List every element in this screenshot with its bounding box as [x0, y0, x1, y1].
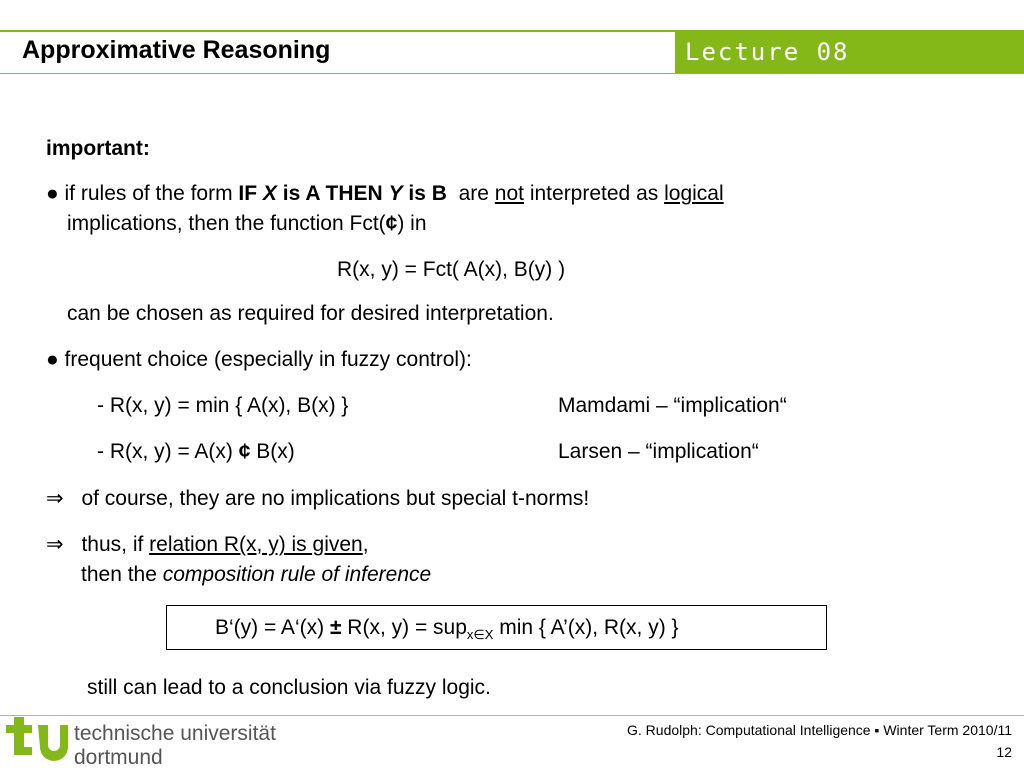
- page-number: 12: [996, 744, 1012, 760]
- implies-arrow-icon: ⇒: [46, 487, 64, 510]
- chosen-text: can be chosen as required for desired interpretation.: [67, 302, 554, 325]
- footer-divider: [0, 715, 1024, 716]
- implies-arrow-icon: ⇒: [46, 533, 64, 556]
- lecture-badge: Lecture 08: [675, 31, 1024, 74]
- composition-rule-box: [166, 605, 827, 650]
- larsen-formula: - R(x, y) = A(x) ¢ B(x): [97, 440, 295, 463]
- formula-r-fct: R(x, y) = Fct( A(x), B(y) ): [337, 258, 566, 281]
- header-divider: [0, 73, 1024, 74]
- then-line: then the composition rule of inference: [81, 563, 432, 586]
- mamdani-name: Mamdami – “implication“: [558, 394, 787, 417]
- footer-credit: G. Rudolph: Computational Intelligence ▪ Winter Term 2010/11: [627, 722, 1012, 738]
- slide-title: Approximative Reasoning: [22, 36, 331, 64]
- implies-line-1: ⇒ of course, they are no implications but special t-norms!: [46, 487, 590, 510]
- conclusion-text: still can lead to a conclusion via fuzzy logic.: [87, 676, 491, 699]
- mamdani-formula: - R(x, y) = min { A(x), B(x) }: [97, 394, 349, 417]
- tu-logo-icon: [6, 717, 68, 772]
- larsen-name: Larsen – “implication“: [558, 440, 759, 463]
- bullet-1-line-2: implications, then the function Fct(¢) in: [67, 212, 427, 235]
- university-name: technische universität dortmund: [74, 722, 276, 769]
- bullet-1-line-1: ● if rules of the form IF X is A THEN Y is B are not interpreted as logical: [46, 182, 724, 205]
- bullet-2: ● frequent choice (especially in fuzzy control):: [46, 348, 472, 371]
- implies-line-2: ⇒ thus, if relation R(x, y) is given,: [46, 533, 369, 556]
- composition-rule-formula: B‘(y) = A‘(x) ± R(x, y) = sup$_{x\in X}$ min { A’(x), R(x, y) }: [215, 616, 679, 643]
- important-label: important:: [46, 137, 150, 160]
